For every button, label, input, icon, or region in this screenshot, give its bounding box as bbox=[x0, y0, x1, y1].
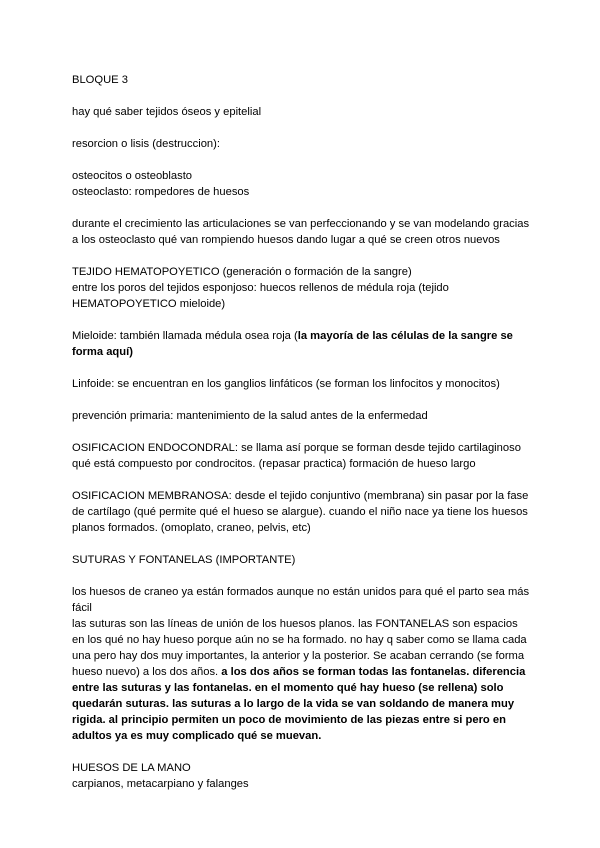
paragraph-line: en los qué no hay hueso porque aún no se ha formado. no hay q saber como se llama cada bbox=[72, 634, 527, 646]
paragraph-line: TEJIDO HEMATOPOYETICO (generación o formación de la sangre) bbox=[72, 266, 412, 278]
paragraph-line: OSIFICACION MEMBRANOSA: desde el tejido conjuntivo (membrana) sin pasar por la fase bbox=[72, 490, 529, 502]
paragraph-line: HEMATOPOYETICO mieloide) bbox=[72, 298, 226, 310]
paragraph-line: las suturas son las líneas de unión de los huesos planos. las FONTANELAS son espacios bbox=[72, 618, 518, 630]
paragraph-line: una pero hay dos muy importantes, la anterior y la posterior. Se acaban cerrando (se forma bbox=[72, 650, 525, 662]
paragraph-osificacion-membranosa bbox=[72, 488, 540, 536]
paragraph-line bbox=[72, 712, 540, 728]
paragraph-line: entre los poros del tejidos esponjoso: huecos rellenos de médula roja (tejido bbox=[72, 282, 449, 294]
paragraph-line: durante el crecimiento las articulaciones se van perfeccionando y se van modelando gracias bbox=[72, 218, 530, 230]
title-text: BLOQUE 3 bbox=[72, 74, 128, 86]
paragraph-resorcion bbox=[72, 136, 540, 152]
suturas-bold-text: rigida. al principio permiten un poco de movimiento de las piezas entre si pero en bbox=[72, 714, 506, 726]
paragraph-line: qué está compuesto por condrocitos. (repasar practica) formación de hueso largo bbox=[72, 458, 476, 470]
paragraph-crecimiento bbox=[72, 216, 540, 248]
suturas-bold-text: adultos ya es muy complicado qué se muevan. bbox=[72, 730, 322, 742]
paragraph-line bbox=[72, 664, 540, 680]
paragraph-osificacion-endocondral bbox=[72, 440, 540, 472]
paragraph-line: los huesos de craneo ya están formados aunque no están unidos para qué el parto sea más bbox=[72, 586, 530, 598]
suturas-text: hueso nuevo) a los dos años. bbox=[72, 666, 222, 678]
paragraph-text: hay qué saber tejidos óseos y epitelial bbox=[72, 106, 262, 118]
paragraph-huesos-mano bbox=[72, 760, 540, 792]
heading-text: SUTURAS Y FONTANELAS (IMPORTANTE) bbox=[72, 554, 296, 566]
paragraph-line bbox=[72, 696, 540, 712]
mieloide-text: Mieloide: también llamada médula osea roja ( bbox=[72, 330, 298, 342]
paragraph-line: OSIFICACION ENDOCONDRAL: se llama así porque se forman desde tejido cartilaginoso bbox=[72, 442, 521, 454]
paragraph-line: osteoclasto: rompedores de huesos bbox=[72, 186, 250, 198]
paragraph-suturas bbox=[72, 584, 540, 744]
paragraph-text: resorcion o lisis (destruccion): bbox=[72, 138, 220, 150]
paragraph-line: a los osteoclasto qué van rompiendo huesos dando lugar a qué se creen otros nuevos bbox=[72, 234, 500, 246]
paragraph-line bbox=[72, 328, 540, 344]
paragraph-tejidos bbox=[72, 104, 540, 120]
paragraph-text: Linfoide: se encuentran en los ganglios linfáticos (se forman los linfocitos y monocitos) bbox=[72, 378, 500, 390]
paragraph-line: carpianos, metacarpiano y falanges bbox=[72, 778, 249, 790]
paragraph-osteocitos bbox=[72, 168, 540, 200]
paragraph-line: osteocitos o osteoblasto bbox=[72, 170, 193, 182]
mieloide-bold-text: la mayoría de las células de la sangre se bbox=[297, 330, 513, 342]
suturas-bold-text: entre las suturas y las fontanelas. en el momento qué hay hueso (se rellena) solo bbox=[72, 682, 504, 694]
mieloide-bold-text: forma aquí) bbox=[72, 346, 133, 358]
suturas-bold-text: quedarán suturas. las suturas a lo largo de la vida se van soldando de manera muy bbox=[72, 698, 515, 710]
suturas-bold-text: a los dos años se forman todas las fontanelas. diferencia bbox=[221, 666, 526, 678]
section-heading-suturas bbox=[72, 552, 540, 568]
heading-text: HUESOS DE LA MANO bbox=[72, 762, 191, 774]
paragraph-text: prevención primaria: mantenimiento de la salud antes de la enfermedad bbox=[72, 410, 428, 422]
paragraph-linfoide bbox=[72, 376, 540, 392]
paragraph-line bbox=[72, 728, 540, 744]
paragraph-line: planos formados. (omoplato, craneo, pelvis, etc) bbox=[72, 522, 311, 534]
paragraph-line bbox=[72, 344, 540, 360]
paragraph-line: de cartílago (qué permite qué el hueso se alargue). cuando el niño nace ya tiene los huesos bbox=[72, 506, 528, 518]
document-title bbox=[72, 72, 540, 88]
paragraph-prevencion bbox=[72, 408, 540, 424]
paragraph-line bbox=[72, 680, 540, 696]
paragraph-line: fácil bbox=[72, 602, 92, 614]
paragraph-mieloide bbox=[72, 328, 540, 360]
paragraph-hematopoyetico bbox=[72, 264, 540, 312]
